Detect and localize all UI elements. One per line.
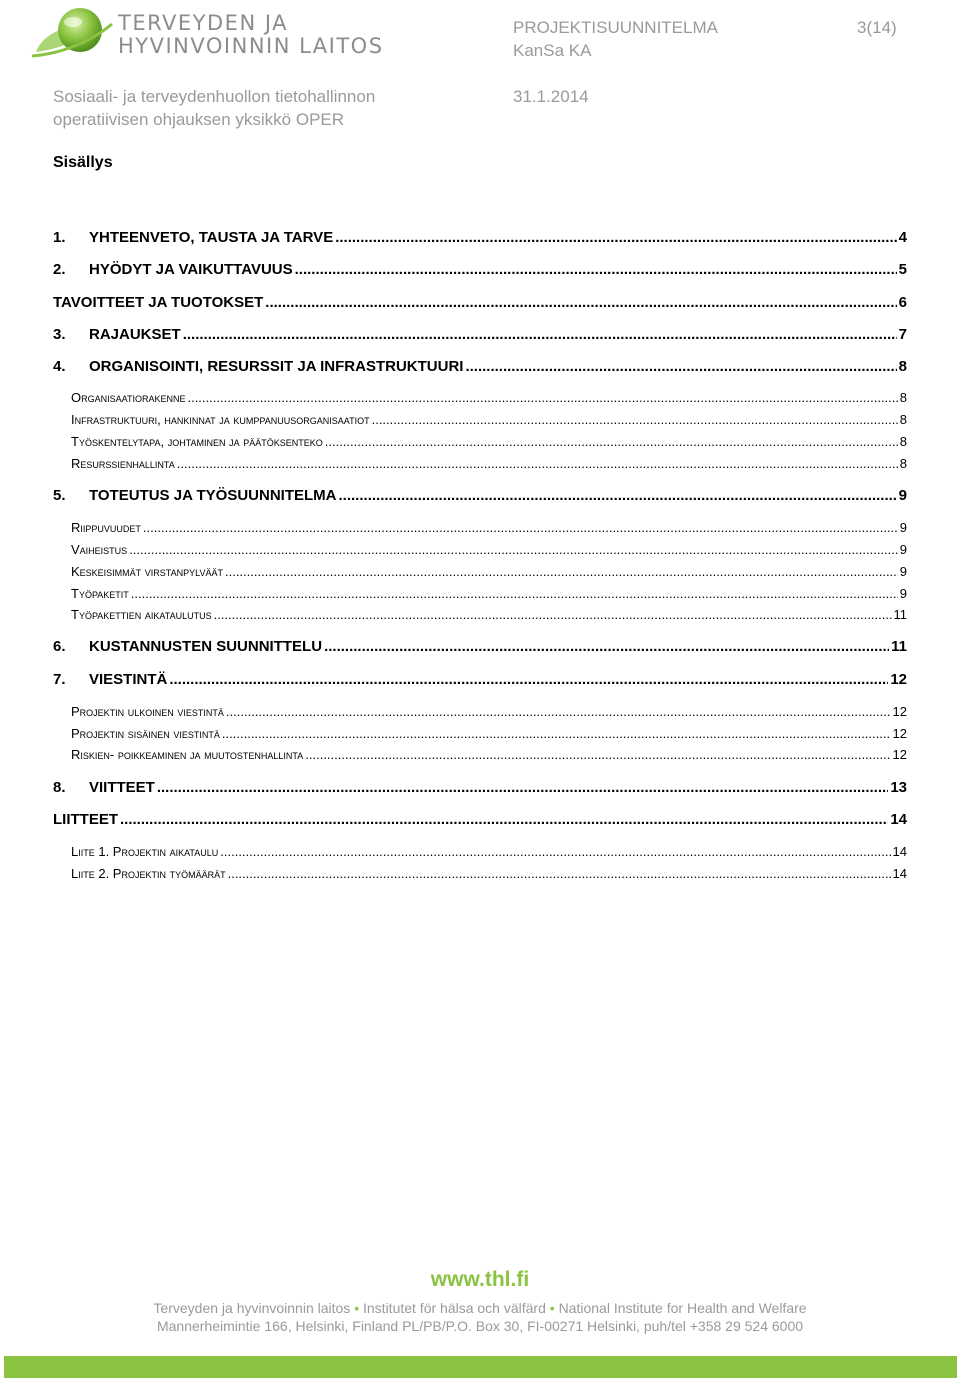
toc-entry-page: 9 bbox=[899, 542, 907, 557]
toc-entry[interactable] bbox=[53, 671, 907, 693]
toc-entry-page: 9 bbox=[899, 564, 907, 579]
toc-entry-page: 13 bbox=[890, 779, 907, 796]
toc-entry-page: 12 bbox=[892, 747, 907, 762]
organization-name bbox=[118, 12, 384, 58]
toc-entry-page: 5 bbox=[898, 261, 907, 278]
toc-entry-title: Projektin ulkoinen viestintä bbox=[71, 704, 224, 719]
toc-entry[interactable] bbox=[71, 704, 907, 724]
toc-entry[interactable] bbox=[53, 261, 907, 283]
bullet-icon: • bbox=[549, 1300, 555, 1316]
toc-entry-number: 8. bbox=[53, 779, 66, 796]
toc-entry-page: 8 bbox=[899, 434, 907, 449]
toc-entry-title: LIITTEET bbox=[53, 811, 118, 828]
toc-entry-page: 9 bbox=[899, 586, 907, 601]
toc-title: Sisällys bbox=[53, 154, 113, 171]
toc-entry[interactable] bbox=[71, 866, 907, 886]
toc-entry-page: 14 bbox=[892, 866, 907, 881]
toc-entry-page: 11 bbox=[893, 607, 907, 622]
toc-entry[interactable] bbox=[71, 607, 907, 627]
toc-dot-leader bbox=[265, 294, 896, 311]
toc-entry-title: Infrastruktuuri, hankinnat ja kumppanuusorganisaatiot bbox=[71, 412, 370, 427]
toc-entry[interactable] bbox=[71, 726, 907, 746]
toc-entry-title: Riippuvuudet bbox=[71, 520, 141, 535]
toc-entry-title: VIESTINTÄ bbox=[89, 671, 168, 688]
toc-entry-number: 6. bbox=[53, 638, 66, 655]
toc-entry-title: TAVOITTEET JA TUOTOKSET bbox=[53, 294, 264, 311]
toc-dot-leader bbox=[177, 456, 898, 471]
toc-dot-leader bbox=[143, 520, 898, 535]
toc-entry[interactable] bbox=[53, 294, 907, 316]
unit-line2: operatiivisen ohjauksen yksikkö OPER bbox=[53, 110, 345, 129]
toc-dot-leader bbox=[129, 542, 898, 557]
toc-entry-number: 2. bbox=[53, 261, 66, 278]
org-name-line2: HYVINVOINNIN LAITOS bbox=[118, 34, 384, 58]
toc-entry-page: 12 bbox=[892, 704, 907, 719]
toc-entry[interactable] bbox=[71, 434, 907, 454]
toc-entry[interactable] bbox=[71, 456, 907, 476]
toc-entry-title: Riskien- poikkeaminen ja muutostenhallinta bbox=[71, 747, 304, 762]
toc-entry[interactable] bbox=[53, 779, 907, 801]
page-number: 3(14) bbox=[857, 18, 897, 37]
toc-entry[interactable] bbox=[53, 229, 907, 251]
project-name: KanSa KA bbox=[513, 41, 592, 60]
toc-entry-title: TOTEUTUS JA TYÖSUUNNITELMA bbox=[89, 487, 337, 504]
toc-entry-title: HYÖDYT JA VAIKUTTAVUUS bbox=[89, 261, 293, 278]
bullet-icon: • bbox=[354, 1300, 360, 1316]
toc-entry-number: 5. bbox=[53, 487, 66, 504]
toc-entry-title: YHTEENVETO, TAUSTA JA TARVE bbox=[89, 229, 334, 246]
toc-entry[interactable] bbox=[71, 542, 907, 562]
toc-entry-page: 12 bbox=[892, 726, 907, 741]
toc-entry-page: 12 bbox=[890, 671, 907, 688]
toc-entry-title: VIITTEET bbox=[89, 779, 155, 796]
toc-dot-leader bbox=[222, 726, 891, 741]
toc-dot-leader bbox=[324, 638, 889, 655]
toc-dot-leader bbox=[225, 564, 898, 579]
toc-entry-title: Työpakettien aikataulutus bbox=[71, 607, 212, 622]
toc-dot-leader bbox=[228, 866, 891, 881]
toc-dot-leader bbox=[187, 390, 897, 405]
toc-entry[interactable] bbox=[53, 326, 907, 348]
toc-entry-title: Keskeisimmät virstanpylväät bbox=[71, 564, 223, 579]
toc-dot-leader bbox=[372, 412, 898, 427]
toc-entry-page: 7 bbox=[898, 326, 907, 343]
toc-entry-number: 4. bbox=[53, 358, 66, 375]
toc-entry-page: 4 bbox=[898, 229, 907, 246]
toc-entry[interactable] bbox=[71, 564, 907, 584]
toc-entry-title: Organisaatiorakenne bbox=[71, 390, 186, 405]
toc-entry-page: 6 bbox=[898, 294, 907, 311]
toc-entry-title: Liite 1. Projektin aikataulu bbox=[71, 844, 219, 859]
toc-dot-leader bbox=[183, 326, 897, 343]
toc-entry-page: 8 bbox=[899, 456, 907, 471]
toc-dot-leader bbox=[220, 844, 890, 859]
thl-leaf-logo-icon bbox=[28, 4, 118, 64]
toc-entry[interactable] bbox=[53, 638, 907, 660]
footer-url[interactable]: www.thl.fi bbox=[430, 1268, 530, 1291]
toc-entry-page: 8 bbox=[899, 412, 907, 427]
toc-dot-leader bbox=[335, 229, 896, 246]
toc-dot-leader bbox=[214, 607, 892, 622]
footer-organization-names bbox=[0, 1300, 960, 1316]
org-name-line1: TERVEYDEN JA bbox=[118, 11, 289, 35]
toc-entry[interactable] bbox=[71, 412, 907, 432]
toc-entry-title: KUSTANNUSTEN SUUNNITTELU bbox=[89, 638, 323, 655]
toc-dot-leader bbox=[157, 779, 888, 796]
toc-dot-leader bbox=[295, 261, 897, 278]
toc-entry[interactable] bbox=[71, 390, 907, 410]
toc-dot-leader bbox=[339, 487, 897, 504]
toc-entry[interactable] bbox=[71, 520, 907, 540]
toc-entry[interactable] bbox=[71, 586, 907, 606]
toc-entry[interactable] bbox=[71, 747, 907, 767]
toc-entry[interactable] bbox=[53, 358, 907, 380]
toc-entry-page: 8 bbox=[898, 358, 907, 375]
footer-address: Mannerheimintie 166, Helsinki, Finland PL/PB/P.O. Box 30, FI-00271 Helsinki, puh/tel +358 29 524 6000 bbox=[156, 1318, 804, 1334]
document-date: 31.1.2014 bbox=[513, 87, 589, 106]
toc-entry[interactable] bbox=[53, 487, 907, 509]
toc-entry[interactable] bbox=[53, 811, 907, 833]
toc-entry-title: Vaiheistus bbox=[71, 542, 128, 557]
unit-line1: Sosiaali- ja terveydenhuollon tietohallinnon bbox=[53, 87, 376, 106]
toc-dot-leader bbox=[169, 671, 888, 688]
toc-entry-title: RAJAUKSET bbox=[89, 326, 181, 343]
toc-entry-title: Liite 2. Projektin työmäärät bbox=[71, 866, 226, 881]
toc-entry-page: 9 bbox=[899, 520, 907, 535]
toc-dot-leader bbox=[465, 358, 896, 375]
toc-entry[interactable] bbox=[71, 844, 907, 864]
toc-entry-number: 1. bbox=[53, 229, 66, 246]
toc-entry-page: 8 bbox=[899, 390, 907, 405]
toc-entry-page: 11 bbox=[891, 638, 907, 655]
document-type: PROJEKTISUUNNITELMA bbox=[513, 18, 718, 37]
toc-entry-title: Työskentelytapa, johtaminen ja päätöksenteko bbox=[71, 434, 323, 449]
toc-entry-number: 7. bbox=[53, 671, 66, 688]
toc-entry-title: ORGANISOINTI, RESURSSIT JA INFRASTRUKTUURI bbox=[89, 358, 464, 375]
toc-entry-page: 14 bbox=[892, 844, 907, 859]
toc-entry-title: Resurssienhallinta bbox=[71, 456, 175, 471]
toc-dot-leader bbox=[305, 747, 890, 762]
toc-entry-page: 9 bbox=[898, 487, 907, 504]
toc-entry-title: Projektin sisäinen viestintä bbox=[71, 726, 220, 741]
toc-dot-leader bbox=[120, 811, 888, 828]
footer-name-en: National Institute for Health and Welfare bbox=[558, 1300, 807, 1316]
toc-entry-page: 14 bbox=[890, 811, 907, 828]
toc-dot-leader bbox=[325, 434, 898, 449]
footer-green-bar bbox=[4, 1356, 957, 1378]
footer-name-fi: Terveyden ja hyvinvoinnin laitos bbox=[153, 1300, 351, 1316]
toc-dot-leader bbox=[226, 704, 891, 719]
toc-dot-leader bbox=[131, 586, 898, 601]
toc-entry-number: 3. bbox=[53, 326, 66, 343]
toc-entry-title: Työpaketit bbox=[71, 586, 129, 601]
footer-name-sv: Institutet för hälsa och välfärd bbox=[363, 1300, 546, 1316]
